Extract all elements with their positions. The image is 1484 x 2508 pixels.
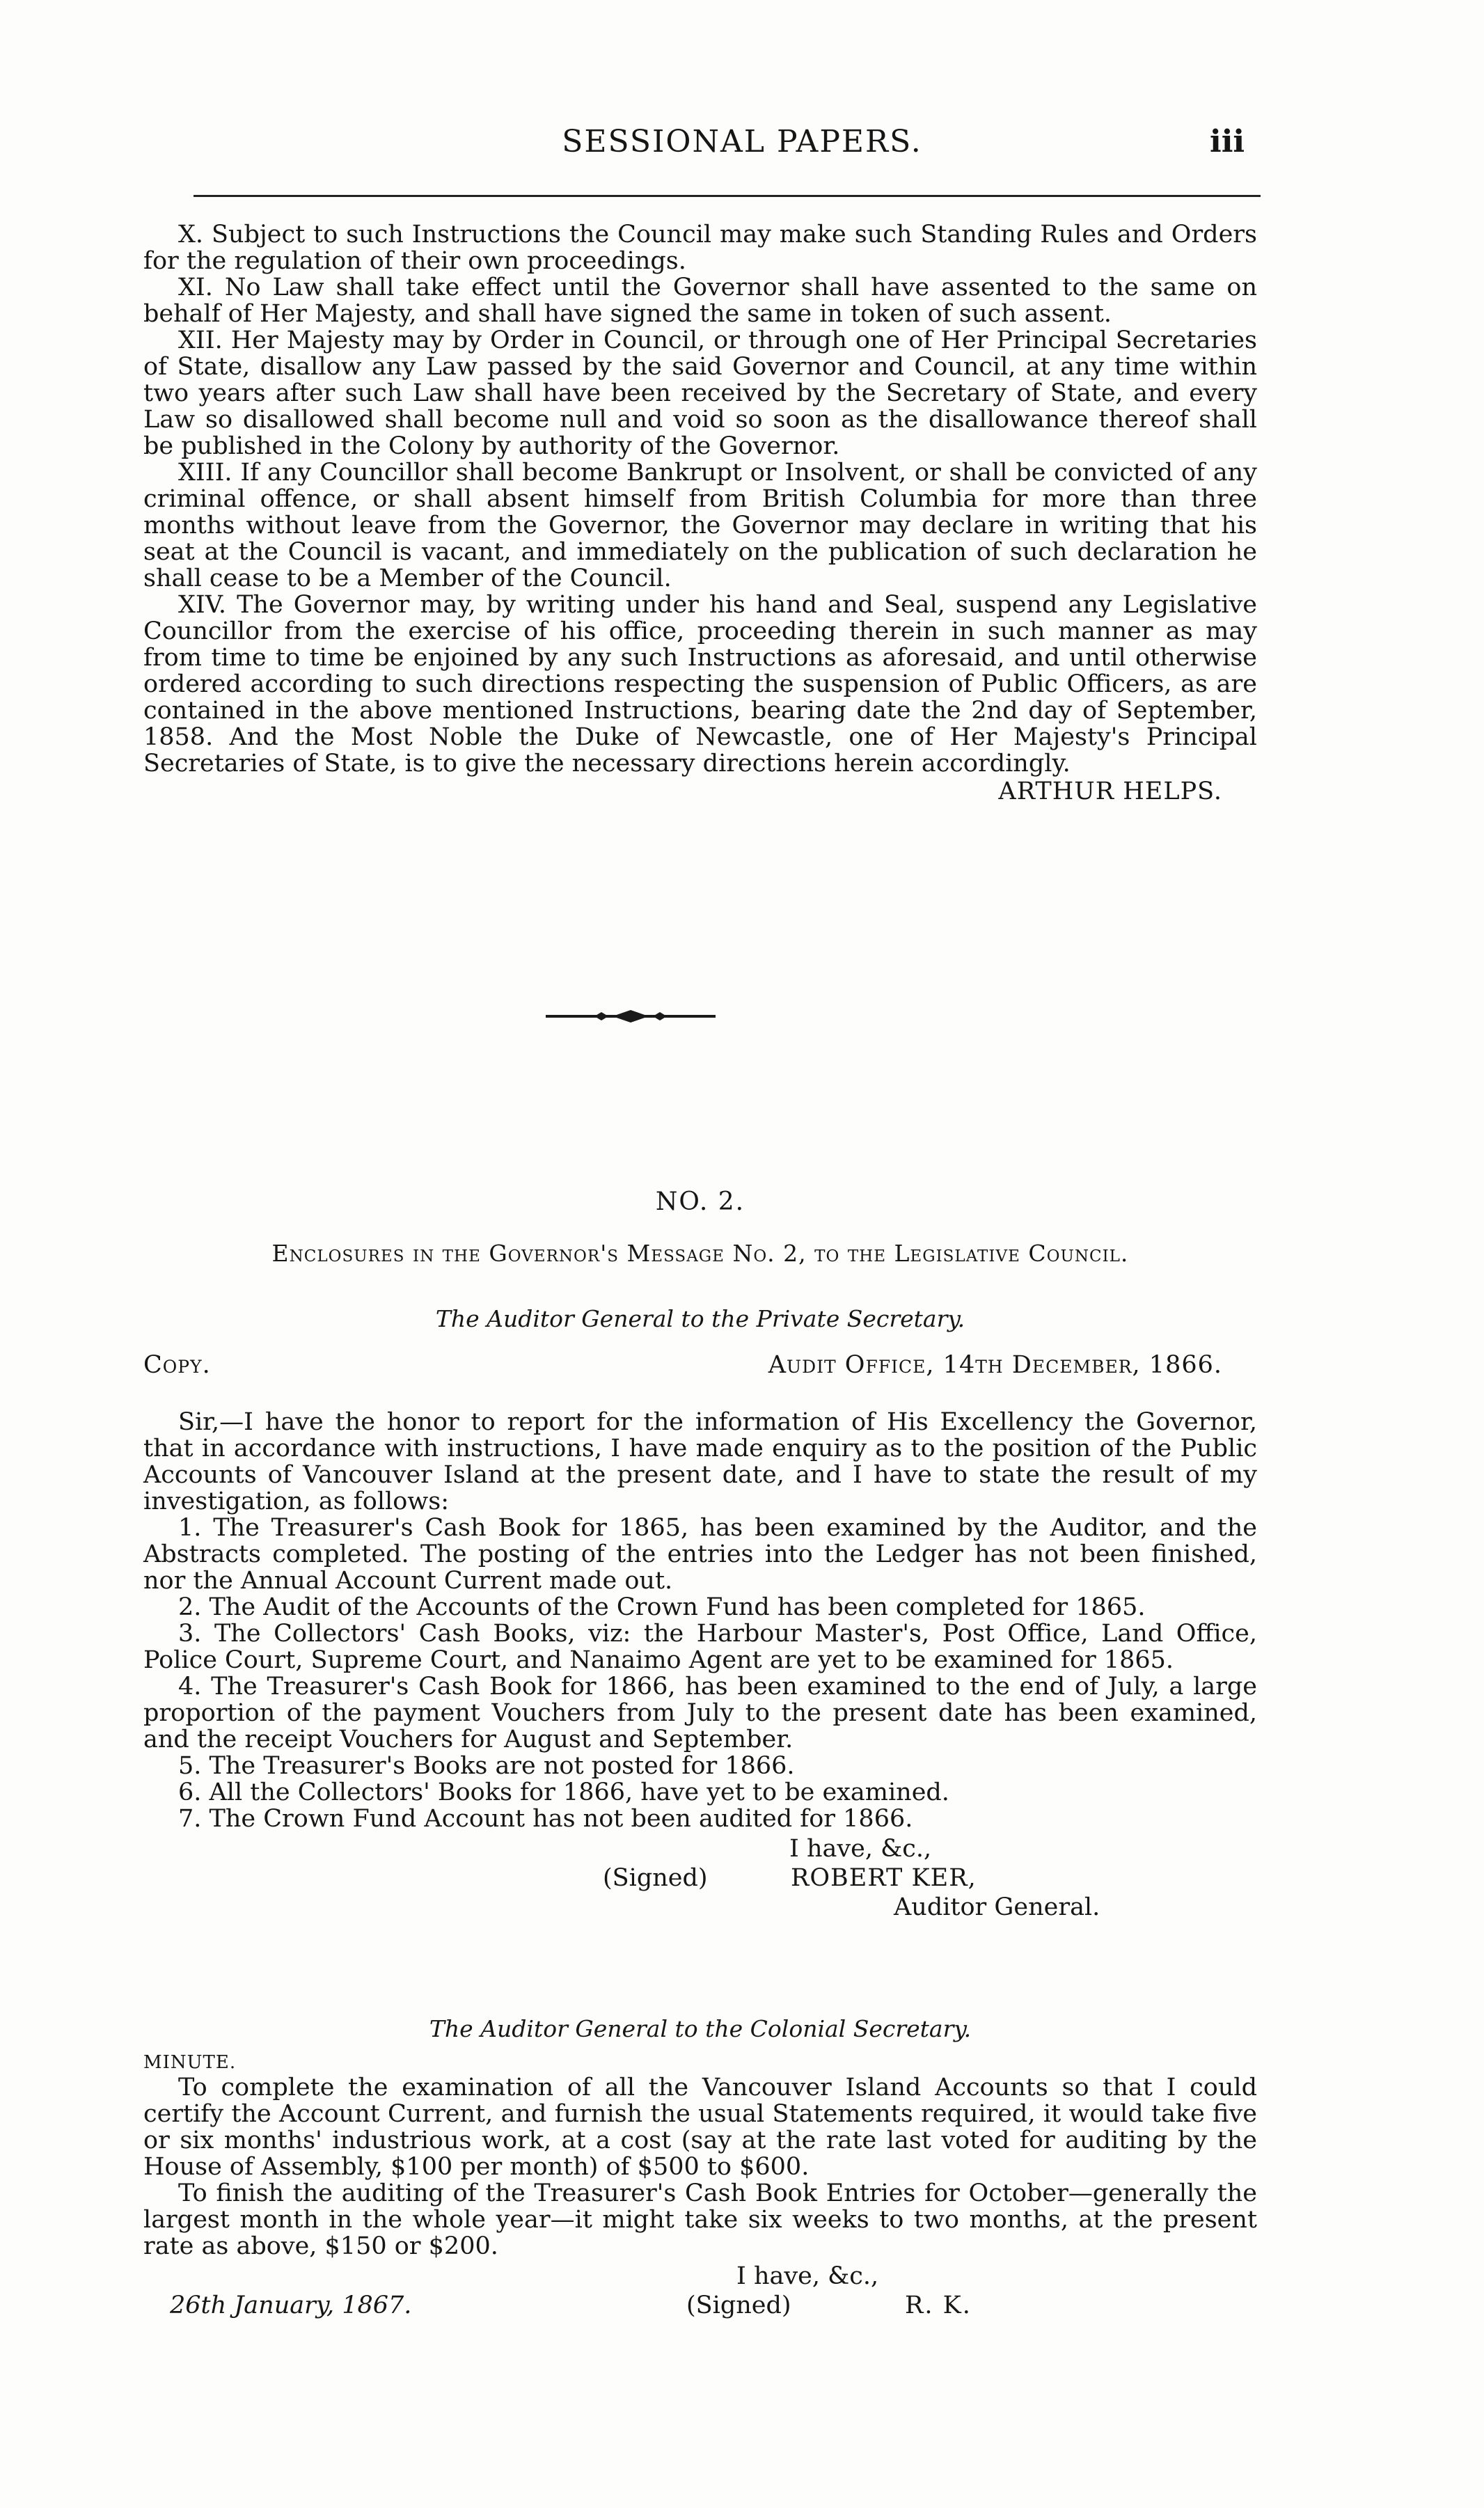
letter1-item: 6. All the Collectors' Books for 1866, have yet to be examined. bbox=[178, 1779, 949, 1806]
enclosure-heading: Enclosures in the Governor's Message No. 2, to the Legislative Council. bbox=[271, 1240, 1129, 1267]
letter2-initials: R. K. bbox=[905, 2292, 972, 2319]
page-number: iii bbox=[1210, 124, 1245, 159]
letter2-subtitle: The Auditor General to the Colonial Secretary. bbox=[429, 2015, 972, 2042]
letter1-item: 3. The Collectors' Cash Books, viz: the Harbour Master's, Post Office, Land Office, Police Court, Supreme Court, and Nanaimo Agent are yet to be examined for 1865. bbox=[143, 1620, 1257, 1674]
letter1-item: 2. The Audit of the Accounts of the Crown Fund has been completed for 1865. bbox=[178, 1593, 1146, 1621]
copy-label: Copy. bbox=[143, 1351, 211, 1379]
letter1-signer-name: ROBERT KER, bbox=[791, 1864, 977, 1892]
header-rule bbox=[194, 195, 1261, 197]
ornamental-divider bbox=[546, 1008, 716, 1025]
letter1-signed-label: (Signed) bbox=[603, 1864, 708, 1892]
letter1-item: 1. The Treasurer's Cash Book for 1865, has been examined by the Auditor, and the Abstracts completed. The posting of the entries into the Ledger has not been finished, nor the Annual Account Current made out. bbox=[143, 1514, 1257, 1595]
minute-paragraph: To finish the auditing of the Treasurer's Cash Book Entries for October—generally the largest month in the whole year—it might take six weeks to two months, at the present rate as above, $150 or $200. bbox=[143, 2179, 1257, 2260]
clause-xiii: XIII. If any Councillor shall become Bankrupt or Insolvent, or shall be convicted of any criminal offence, or shall absent himself from British Columbia for more than three months without leave from the Governor, the Governor may declare in writing that his seat at the Council is vacant, and immediately on the publication of such declaration he shall cease to be a Member of the Council. bbox=[143, 459, 1257, 592]
letter1-header-row bbox=[143, 1352, 1257, 1378]
letter1-item: 7. The Crown Fund Account has not been audited for 1866. bbox=[178, 1805, 913, 1833]
clauses-block bbox=[143, 221, 1257, 805]
letter1-signer-title: Auditor General. bbox=[894, 1893, 1100, 1921]
clause-xiv: XIV. The Governor may, by writing under his hand and Seal, suspend any Legislative Councillor from the exercise of his office, proceeding therein in such manner as may from time to time be enjoined by any such Instructions as aforesaid, and until otherwise ordered according to such directions respecting the suspension of Public Officers, as are contained in the above mentioned Instructions, bearing date the 2nd day of September, 1858. And the Most Noble the Duke of Newcastle, one of Her Majesty's Principal Secretaries of State, is to give the necessary directions herein accordingly. bbox=[143, 591, 1257, 778]
clause-xii: XII. Her Majesty may by Order in Council, or through one of Her Principal Secretaries of State, disallow any Law passed by the said Governor and Council, at any time within two years after such Law shall have been received by the Secretary of State, and every Law so disallowed shall become null and void so soon as the disallowance thereof shall be published in the Colony by authority of the Governor. bbox=[143, 326, 1257, 460]
letter2-signed-label: (Signed) bbox=[686, 2292, 791, 2319]
letter2-date: 26th January, 1867. bbox=[170, 2292, 412, 2319]
signature-arthur-helps: ARTHUR HELPS. bbox=[998, 778, 1222, 805]
running-header: SESSIONAL PAPERS. bbox=[562, 124, 922, 159]
letter1-body bbox=[143, 1409, 1257, 1832]
letter1-item: 5. The Treasurer's Books are not posted for 1866. bbox=[178, 1752, 795, 1780]
letter1-subtitle: The Auditor General to the Private Secretary. bbox=[435, 1305, 965, 1332]
letter1-dateline: Audit Office, 14th December, 1866. bbox=[768, 1351, 1222, 1379]
enclosure-number: NO. 2. bbox=[655, 1188, 745, 1216]
letter1-intro: Sir,—I have the honor to report for the information of His Excellency the Governor, that in accordance with instructions, I have made enquiry as to the position of the Public Accounts of Vancouver Island at the present date, and I have to state the result of my investigation, as follows: bbox=[143, 1408, 1257, 1515]
clause-x: X. Subject to such Instructions the Council may make such Standing Rules and Orders for the regulation of their own proceedings. bbox=[143, 221, 1257, 275]
letter1-item: 4. The Treasurer's Cash Book for 1866, has been examined to the end of July, a large proportion of the payment Vouchers from July to the present date has been examined, and the receipt Vouchers for August and September. bbox=[143, 1673, 1257, 1753]
letter2-closing: I have, &c., bbox=[736, 2262, 879, 2290]
minute-label: MINUTE. bbox=[143, 2052, 237, 2073]
letter2-body bbox=[143, 2074, 1257, 2259]
letter1-closing: I have, &c., bbox=[789, 1835, 932, 1863]
minute-paragraph: To complete the examination of all the Vancouver Island Accounts so that I could certify the Account Current, and furnish the usual Statements required, it would take five or six months' industrious work, at a cost (say at the rate last voted for auditing by the House of Assembly, $100 per month) of $500 to $600. bbox=[143, 2074, 1257, 2181]
clause-xi: XI. No Law shall take effect until the Governor shall have assented to the same on behalf of Her Majesty, and shall have signed the same in token of such assent. bbox=[143, 274, 1257, 328]
